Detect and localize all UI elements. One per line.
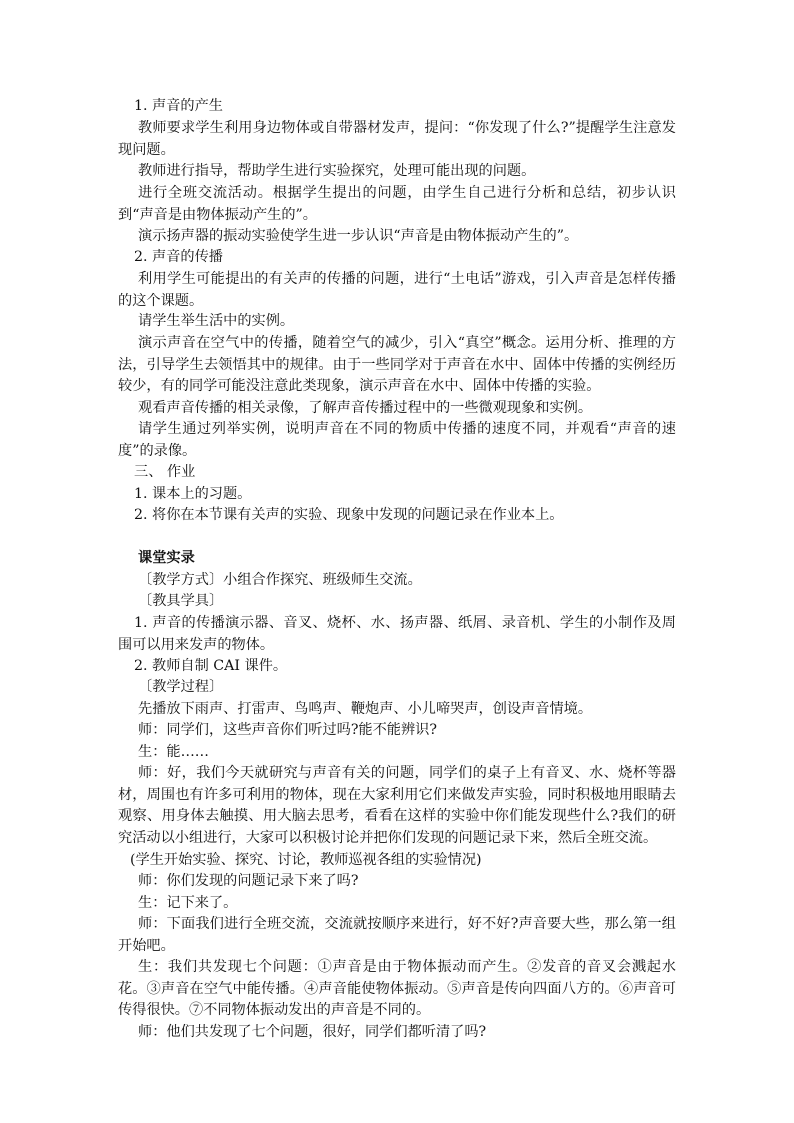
paragraph: 〔教学方式〕小组合作探究、班级师生交流。: [138, 572, 422, 588]
paragraph: 演示声音在空气中的传播，随着空气的减少，引入“真空”概念。运用分析、推理的方法，引导学生去领悟其中的规律。由于一些同学对于声音在水中、固体中传播的实例经历较少，有的同学可能没注意此类现象，演示声音在水中、固体中传播的实验。: [118, 335, 676, 394]
dialogue-line: 师：下面我们进行全班交流，交流就按顺序来进行，好不好?声音要大些，那么第一组开始吧。: [118, 916, 676, 954]
dialogue-line: 师：你们发现的问题记录下来了吗?: [138, 873, 359, 889]
paragraph: 先播放下雨声、打雷声、鸟鸣声、鞭炮声、小儿啼哭声，创设声音情境。: [138, 701, 593, 717]
dialogue-line: 师：同学们，这些声音你们听过吗?能不能辨识?: [138, 722, 437, 738]
subheading: 〔教学过程〕: [138, 679, 224, 695]
paragraph: 演示扬声器的振动实验使学生进一步认识“声音是由物体振动产生的”。: [138, 228, 579, 244]
section-title: 课堂实录: [138, 550, 195, 566]
dialogue-line: 师：好，我们今天就研究与声音有关的问题，同学们的桌子上有音叉、水、烧杯等器材，周围也有许多可利用的物体，现在大家利用它们来做发声实验，同时积极地用眼睛去观察、用身体去触摸、用大脑去思考，看看在这样的实验中你们能发现些什么?我们的研究活动以小组进行，大家可以积极讨论并把你们发现的问题记录下来，然后全班交流。: [118, 765, 676, 846]
paragraph: 教师要求学生利用身边物体或自带器材发声，提问：“你发现了什么?”提醒学生注意发现问题。: [118, 120, 676, 158]
paragraph: 教师进行指导，帮助学生进行实验探究，处理可能出现的问题。: [138, 163, 536, 179]
heading-homework: 三、 作业: [134, 464, 196, 480]
list-item: 1. 课本上的习题。: [134, 486, 252, 502]
stage-direction: (学生开始实验、探究、讨论，教师巡视各组的实验情况): [130, 852, 482, 868]
dialogue-line: 生：能……: [138, 744, 209, 760]
dialogue-line: 师：他们共发现了七个问题，很好，同学们都听清了吗?: [138, 1024, 487, 1040]
heading-sound-propagation: 2. 声音的传播: [134, 249, 223, 265]
paragraph: 观看声音传播的相关录像，了解声音传播过程中的一些微观现象和实例。: [138, 400, 593, 416]
dialogue-line: 生：我们共发现七个问题：①声音是由于物体振动而产生。②发音的音叉会溅起水花。③声音在空气中能传播。④声音能使物体振动。⑤声音是传向四面八方的。⑥声音可传得很快。⑦不同物体振动发出的声音是不同的。: [118, 959, 676, 1018]
paragraph: 进行全班交流活动。根据学生提出的问题，由学生自己进行分析和总结，初步认识到“声音是由物体振动产生的”。: [118, 185, 676, 223]
paragraph: 请学生通过列举实例，说明声音在不同的物质中传播的速度不同，并观看“声音的速度”的录像。: [118, 421, 676, 459]
dialogue-line: 生：记下来了。: [138, 895, 238, 911]
paragraph: 利用学生可能提出的有关声的传播的问题，进行“土电话”游戏，引入声音是怎样传播的这个课题。: [118, 271, 676, 309]
list-item: 1. 声音的传播演示器、音叉、烧杯、水、扬声器、纸屑、录音机、学生的小制作及周围可以用来发声的物体。: [118, 615, 676, 653]
list-item: 2. 教师自制 CAI 课件。: [134, 658, 288, 674]
heading-sound-production: 1. 声音的产生: [134, 98, 223, 114]
subheading: 〔教具学具〕: [138, 593, 224, 609]
list-item: 2. 将你在本节课有关声的实验、现象中发现的问题记录在作业本上。: [134, 507, 564, 523]
paragraph: 请学生举生活中的实例。: [138, 313, 295, 329]
